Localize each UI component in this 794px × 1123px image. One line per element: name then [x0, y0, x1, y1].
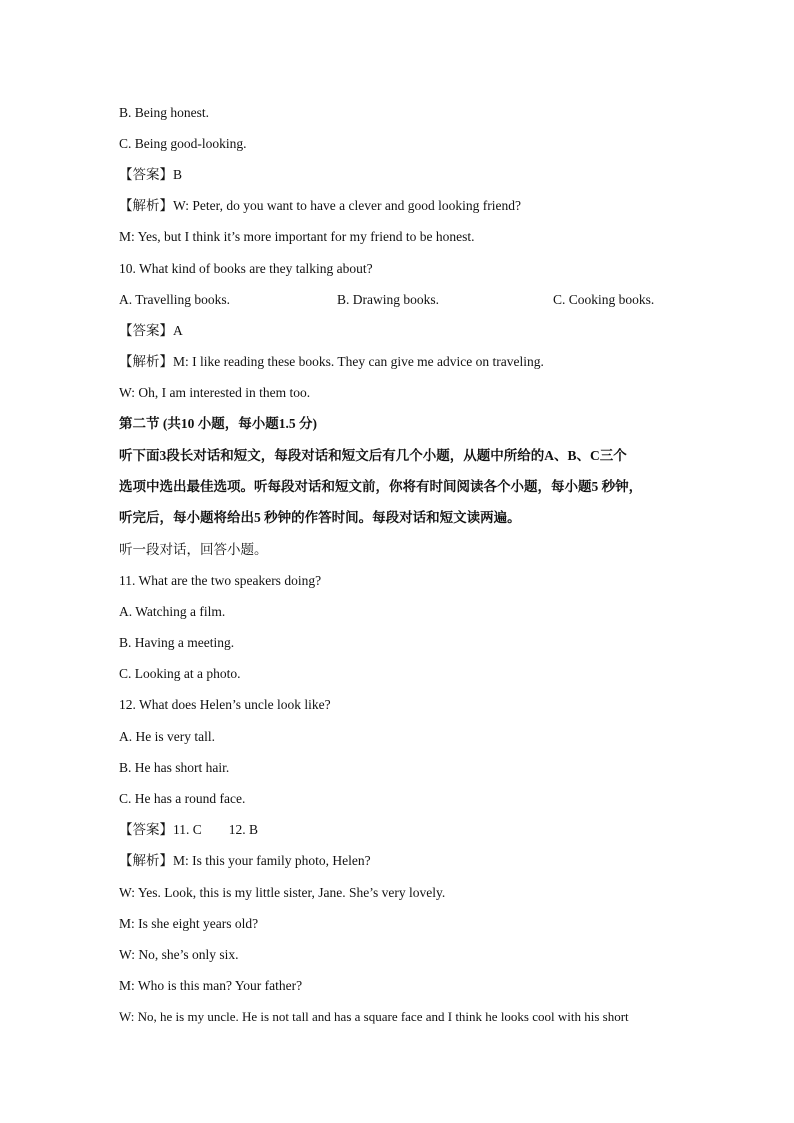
section-instructions-line-2: 选项中选出最佳选项。听每段对话和短文前，你将有时间阅读各个小题，每小题5 秒钟， [119, 479, 643, 494]
q11-12-analysis-line-4: W: No, she’s only six. [119, 947, 239, 962]
section-heading: 第二节 (共10 小题，每小题1.5 分) [119, 416, 317, 431]
q9-option-c: C. Being good-looking. [119, 136, 247, 151]
q10-question: 10. What kind of books are they talking about? [119, 261, 373, 276]
q10-answer: 【答案】A [119, 323, 183, 338]
q10-analysis-line-2: W: Oh, I am interested in them too. [119, 385, 311, 400]
q12-question: 12. What does Helen’s uncle look like? [119, 697, 331, 712]
dialogue-intro: 听一段对话，回答小题。 [119, 542, 268, 557]
q11-12-analysis-line-2: W: Yes. Look, this is my little sister, Jane. She’s very lovely. [119, 885, 446, 900]
q11-12-analysis-line-3: M: Is she eight years old? [119, 916, 259, 931]
q10-option-a: A. Travelling books. [119, 292, 231, 307]
q12-option-b: B. He has short hair. [119, 760, 230, 775]
q10-option-b: B. Drawing books. [337, 292, 439, 307]
q11-option-b: B. Having a meeting. [119, 635, 235, 650]
q11-12-analysis-line-5: M: Who is this man? Your father? [119, 978, 303, 993]
section-instructions-line-3: 听完后，每小题将给出5 秒钟的作答时间。每段对话和短文读两遍。 [119, 510, 521, 525]
q9-option-b: B. Being honest. [119, 105, 209, 120]
q9-analysis-line-1: 【解析】W: Peter, do you want to have a clever and good looking friend? [119, 198, 521, 213]
q10-analysis-line-1: 【解析】M: I like reading these books. They can give me advice on traveling. [119, 354, 544, 369]
q11-12-answer: 【答案】11. C 12. B [119, 822, 259, 837]
section-instructions-line-1: 听下面3段长对话和短文，每段对话和短文后有几个小题，从题中所给的A、B、C三个 [119, 448, 627, 463]
q11-option-a: A. Watching a film. [119, 604, 226, 619]
q11-12-analysis-line-6: W: No, he is my uncle. He is not tall and has a square face and I think he looks cool with his short [119, 1009, 629, 1024]
q10-option-c: C. Cooking books. [553, 292, 655, 307]
q9-answer: 【答案】B [119, 167, 183, 182]
q11-question: 11. What are the two speakers doing? [119, 573, 322, 588]
q11-12-analysis-line-1: 【解析】M: Is this your family photo, Helen? [119, 853, 371, 868]
q11-option-c: C. Looking at a photo. [119, 666, 241, 681]
q9-analysis-line-2: M: Yes, but I think it’s more important for my friend to be honest. [119, 229, 475, 244]
q12-option-c: C. He has a round face. [119, 791, 246, 806]
q12-option-a: A. He is very tall. [119, 729, 215, 744]
